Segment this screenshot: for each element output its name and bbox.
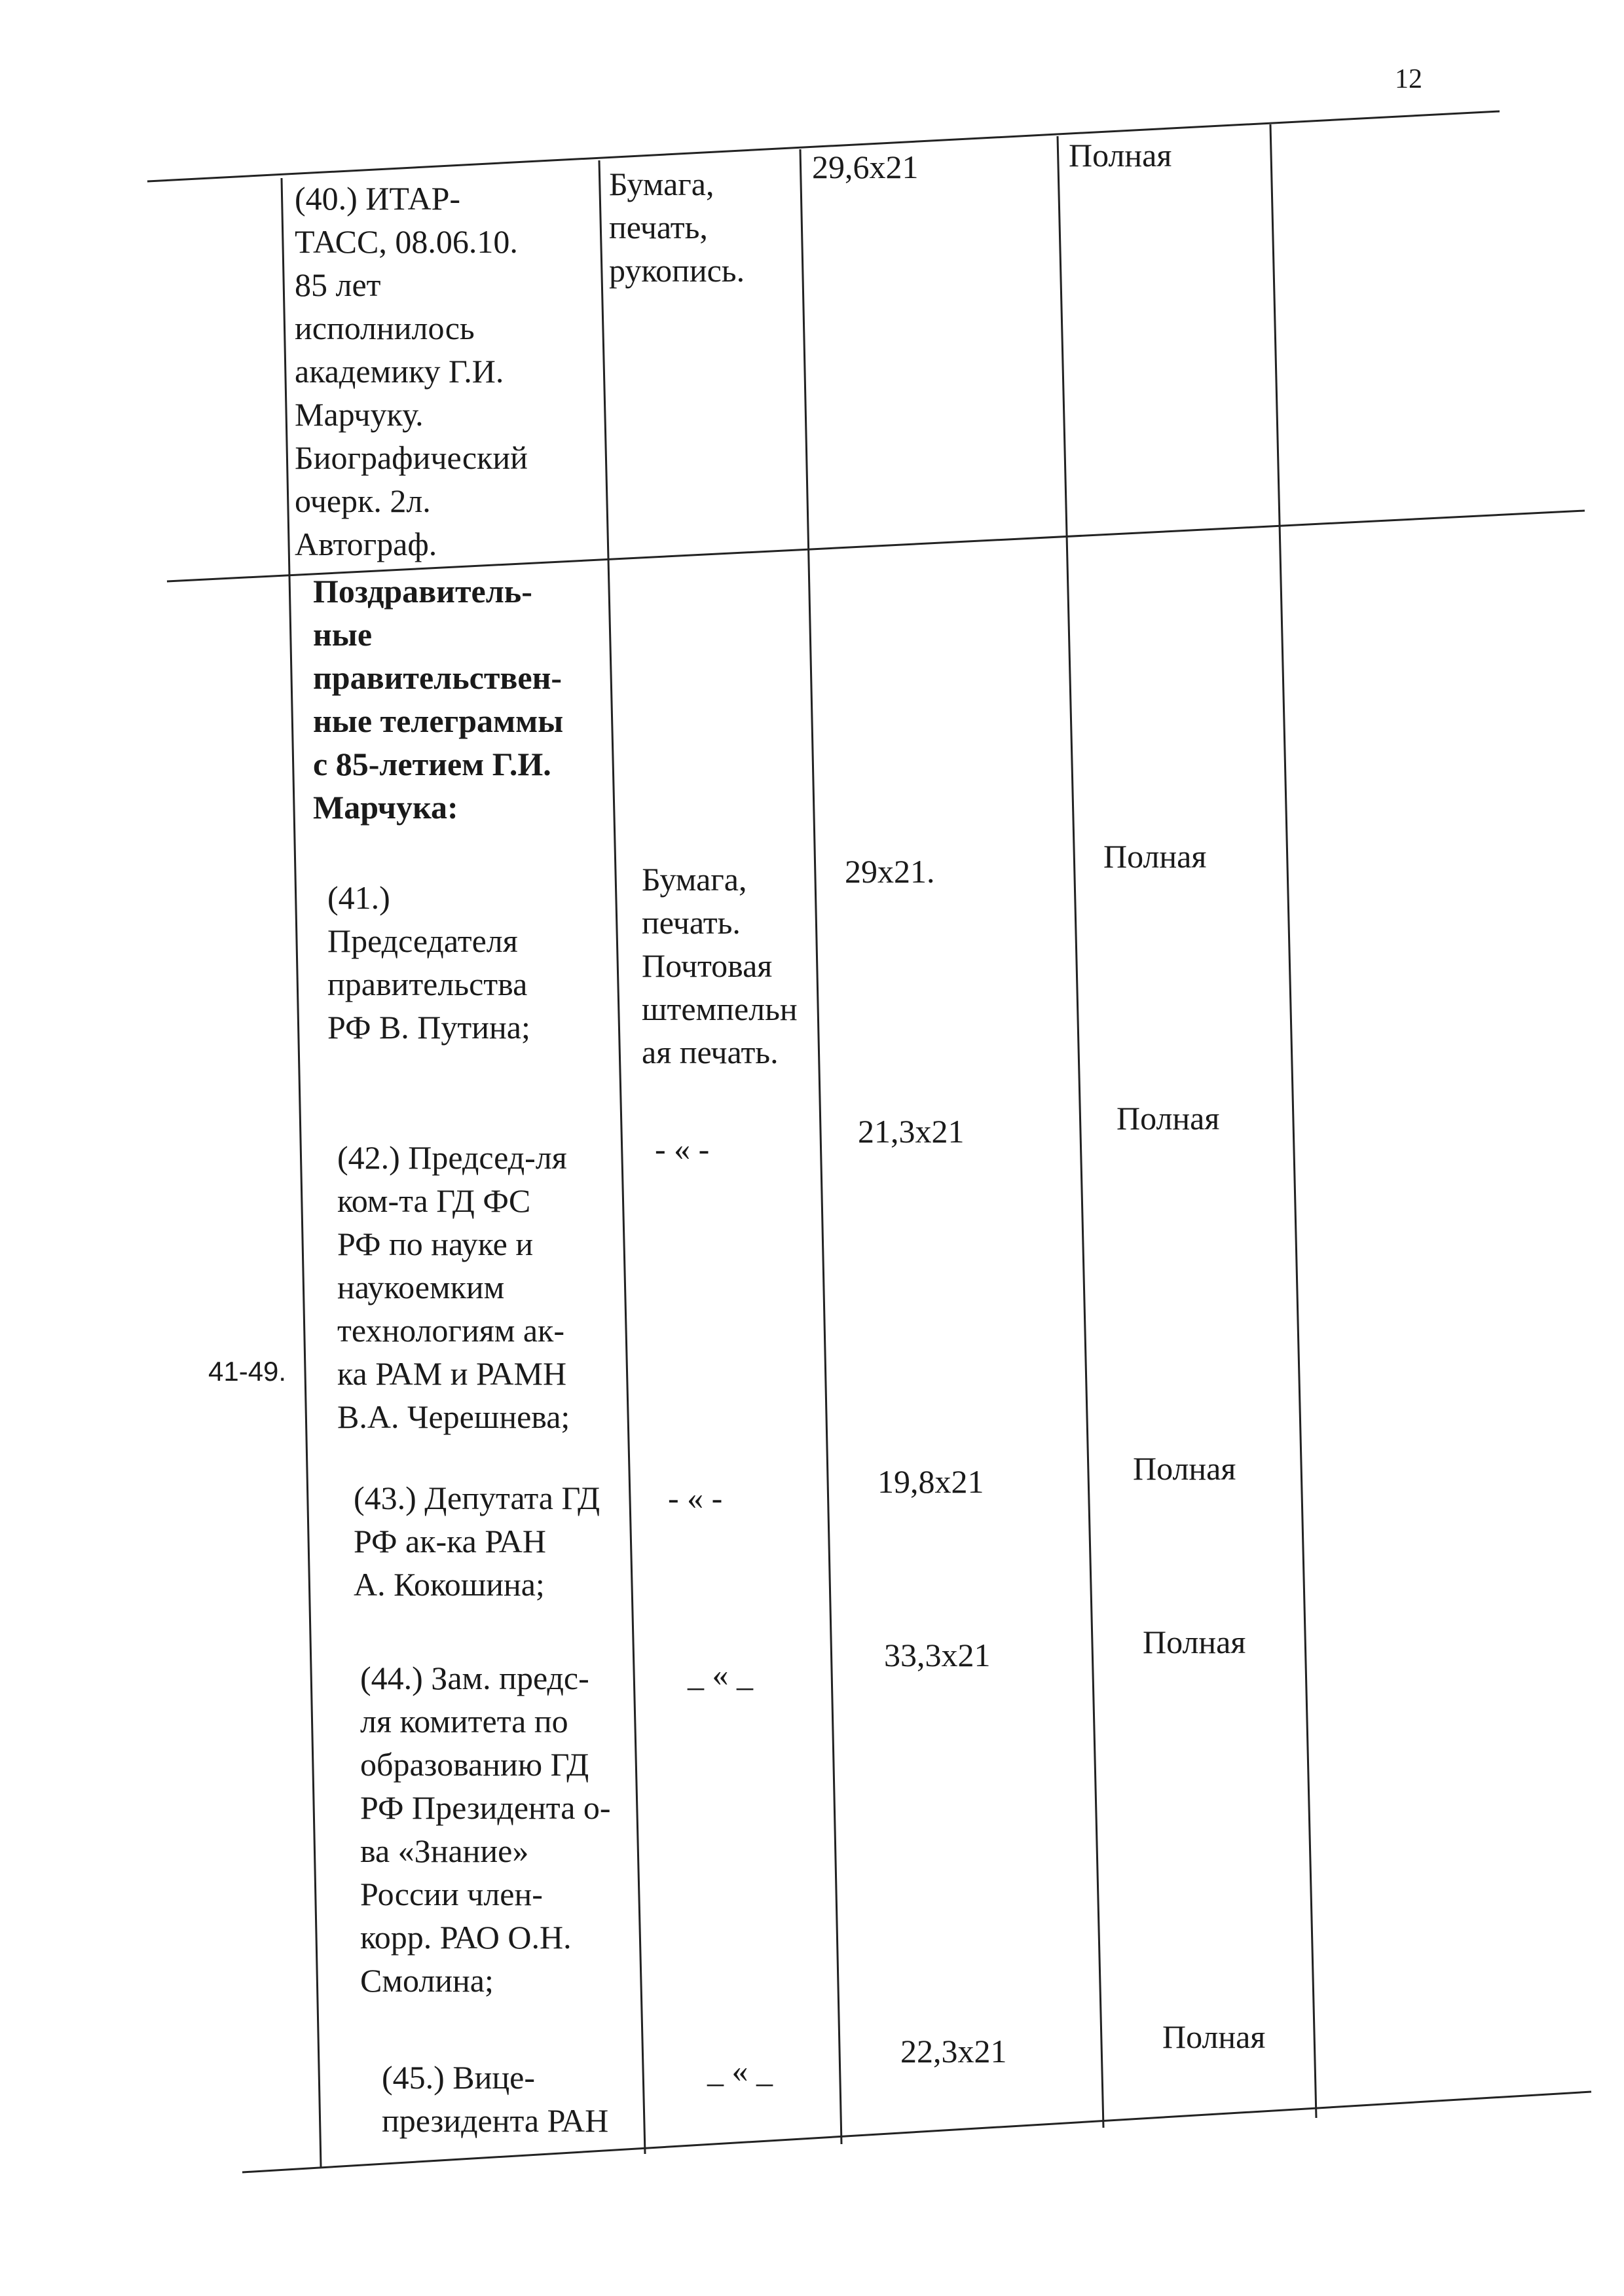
entry-material: _ « _ — [688, 1656, 753, 1693]
column-rule — [800, 149, 841, 2144]
entry-material: - « - — [655, 1131, 710, 1167]
group-heading: Поздравитель- ные правительствен- ные телеграммы с 85-летием Г.И. Марчука: — [313, 573, 564, 826]
column-rule — [1270, 124, 1316, 2118]
entry-size: 33,3х21 — [884, 1637, 991, 1673]
entry-completeness: Полная — [1162, 2018, 1266, 2055]
entry-material: - « - — [668, 1480, 723, 1516]
entry-completeness: Полная — [1143, 1624, 1246, 1660]
entry-description: (41.) Председателя правительства РФ В. Путина; — [327, 879, 530, 1046]
entry-size: 29х21. — [845, 853, 935, 890]
entry-material: Бумага, печать. Почтовая штемпельн ая печать. — [642, 861, 798, 1070]
entry-size: 22,3х21 — [900, 2033, 1007, 2069]
entry-description: (43.) Депутата ГД РФ ак-ка РАН А. Кокошина; — [354, 1480, 600, 1603]
entry-description: (40.) ИТАР- ТАСС, 08.06.10. 85 лет исполнилось академику Г.И. Марчуку. Биографический очерк. 2л. Автограф. — [295, 180, 528, 562]
column-rule — [1058, 136, 1103, 2128]
row-number: 41-49. — [208, 1356, 287, 1387]
entry-completeness: Полная — [1103, 838, 1207, 875]
entry-material: _ « _ — [707, 2052, 773, 2089]
entry-size: 21,3х21 — [858, 1113, 965, 1150]
entry-description: (44.) Зам. предс- ля комитета по образованию ГД РФ Президента о- ва «Знание» России член- корр. РАО О.Н. Смолина; — [360, 1660, 611, 1999]
entry-material: Бумага, печать, рукопись. — [609, 166, 745, 289]
entry-size: 19,8х21 — [877, 1463, 984, 1500]
entry-completeness: Полная — [1133, 1450, 1236, 1487]
entry-size: 29,6х21 — [812, 149, 919, 185]
entry-completeness: Полная — [1069, 137, 1172, 173]
page-number: 12 — [1395, 64, 1422, 94]
entry-completeness: Полная — [1116, 1100, 1220, 1137]
entry-description: (42.) Председ-ля ком-та ГД ФС РФ по науке и наукоемким технологиям ак- ка РАМ и РАМН В.А. Черешнева; — [337, 1139, 570, 1435]
entry-description: (45.) Вице- президента РАН — [382, 2059, 609, 2139]
